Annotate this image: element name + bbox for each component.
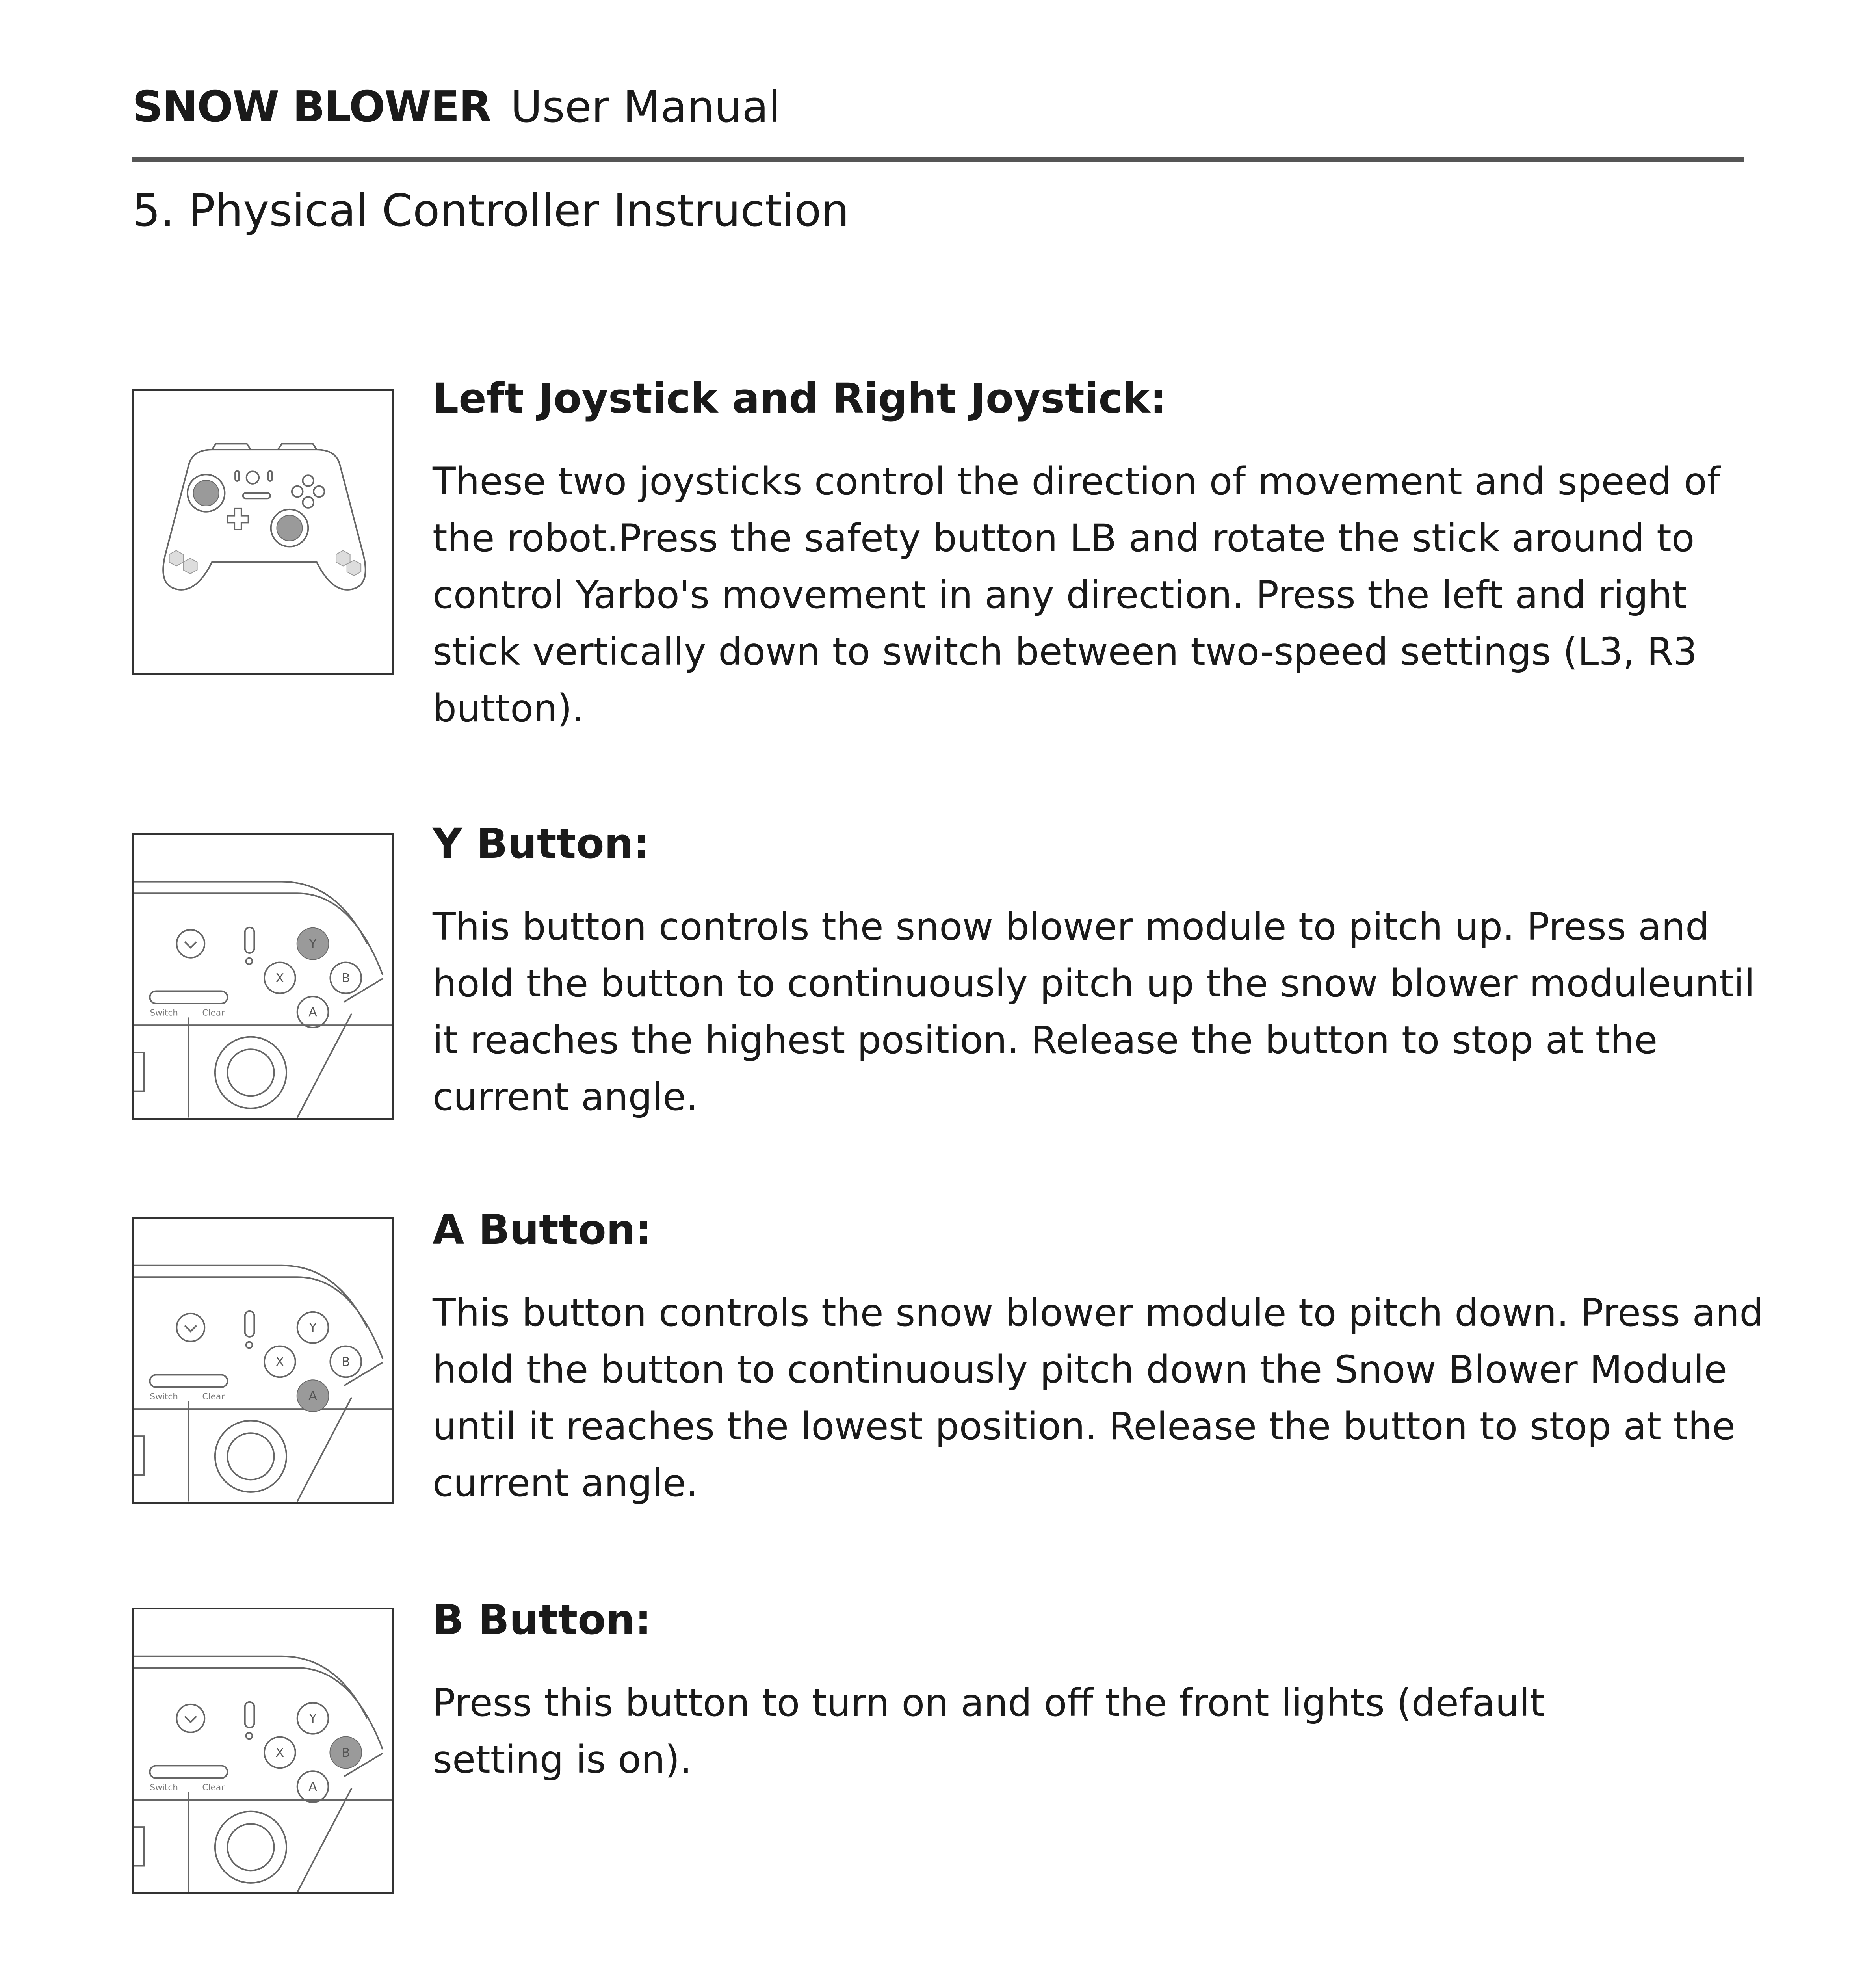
item-title-a-button: A Button:	[433, 1206, 652, 1254]
item-body-y-button: This button controls the snow blower module to pitch up. Press and hold the button to continuously pitch up the snow blower moduleuntil it reaches the highest position. Release the button to stop at the current angle.	[433, 905, 1755, 1119]
item-body-b-button: Press this button to turn on and off the front lights (default setting is on).	[433, 1681, 1545, 1782]
y-button-label: Y	[309, 1321, 317, 1335]
right-joystick-highlight	[277, 516, 302, 541]
controller-a-icon	[134, 1219, 392, 1502]
item-title-b-button: B Button:	[433, 1596, 652, 1644]
item-body-joysticks: These two joysticks control the direction of movement and speed of the robot.Press the safety button LB and rotate the stick around to control Yarbo's movement in any direction. Press the left and right stick vertically down to switch between two-speed settings (L3, R3 button).	[433, 459, 1720, 730]
left-joystick-highlight	[194, 481, 219, 506]
full-controller-illustration	[132, 389, 394, 675]
clear-label: Clear	[202, 1782, 225, 1793]
a-button-label: A	[308, 1005, 317, 1020]
a-button-label: A	[308, 1389, 317, 1403]
controller-closeup-a	[132, 1217, 394, 1504]
controller-y-icon	[134, 835, 392, 1118]
b-button-label: B	[341, 1745, 350, 1760]
switch-label: Switch	[150, 1782, 178, 1793]
item-body-a-button: This button controls the snow blower module to pitch down. Press and hold the button to continuously pitch down the Snow Blower Module until it reaches the lowest position. Release the button to stop at the current angle.	[433, 1291, 1764, 1505]
brand-name: SNOW BLOWER	[132, 82, 491, 132]
x-button-label: X	[275, 971, 284, 985]
y-button-label: Y	[309, 937, 317, 952]
x-button-label: X	[275, 1355, 284, 1369]
item-title-joysticks: Left Joystick and Right Joystick:	[433, 374, 1166, 422]
controller-icon	[134, 391, 392, 673]
document-title: User Manual	[510, 82, 781, 132]
controller-closeup-y	[132, 833, 394, 1120]
controller-b-icon	[134, 1609, 392, 1892]
clear-label: Clear	[202, 1392, 225, 1402]
item-title-y-button: Y Button:	[433, 820, 650, 868]
header-divider	[132, 157, 1744, 162]
b-button-label: B	[341, 1355, 350, 1369]
clear-label: Clear	[202, 1008, 225, 1018]
controller-closeup-b	[132, 1608, 394, 1894]
a-button-label: A	[308, 1780, 317, 1794]
y-button-label: Y	[309, 1712, 317, 1726]
b-button-label: B	[341, 971, 350, 985]
page-header	[132, 77, 780, 136]
switch-label: Switch	[150, 1008, 178, 1018]
x-button-label: X	[275, 1745, 284, 1760]
switch-label: Switch	[150, 1392, 178, 1402]
section-title: 5. Physical Controller Instruction	[132, 185, 849, 236]
